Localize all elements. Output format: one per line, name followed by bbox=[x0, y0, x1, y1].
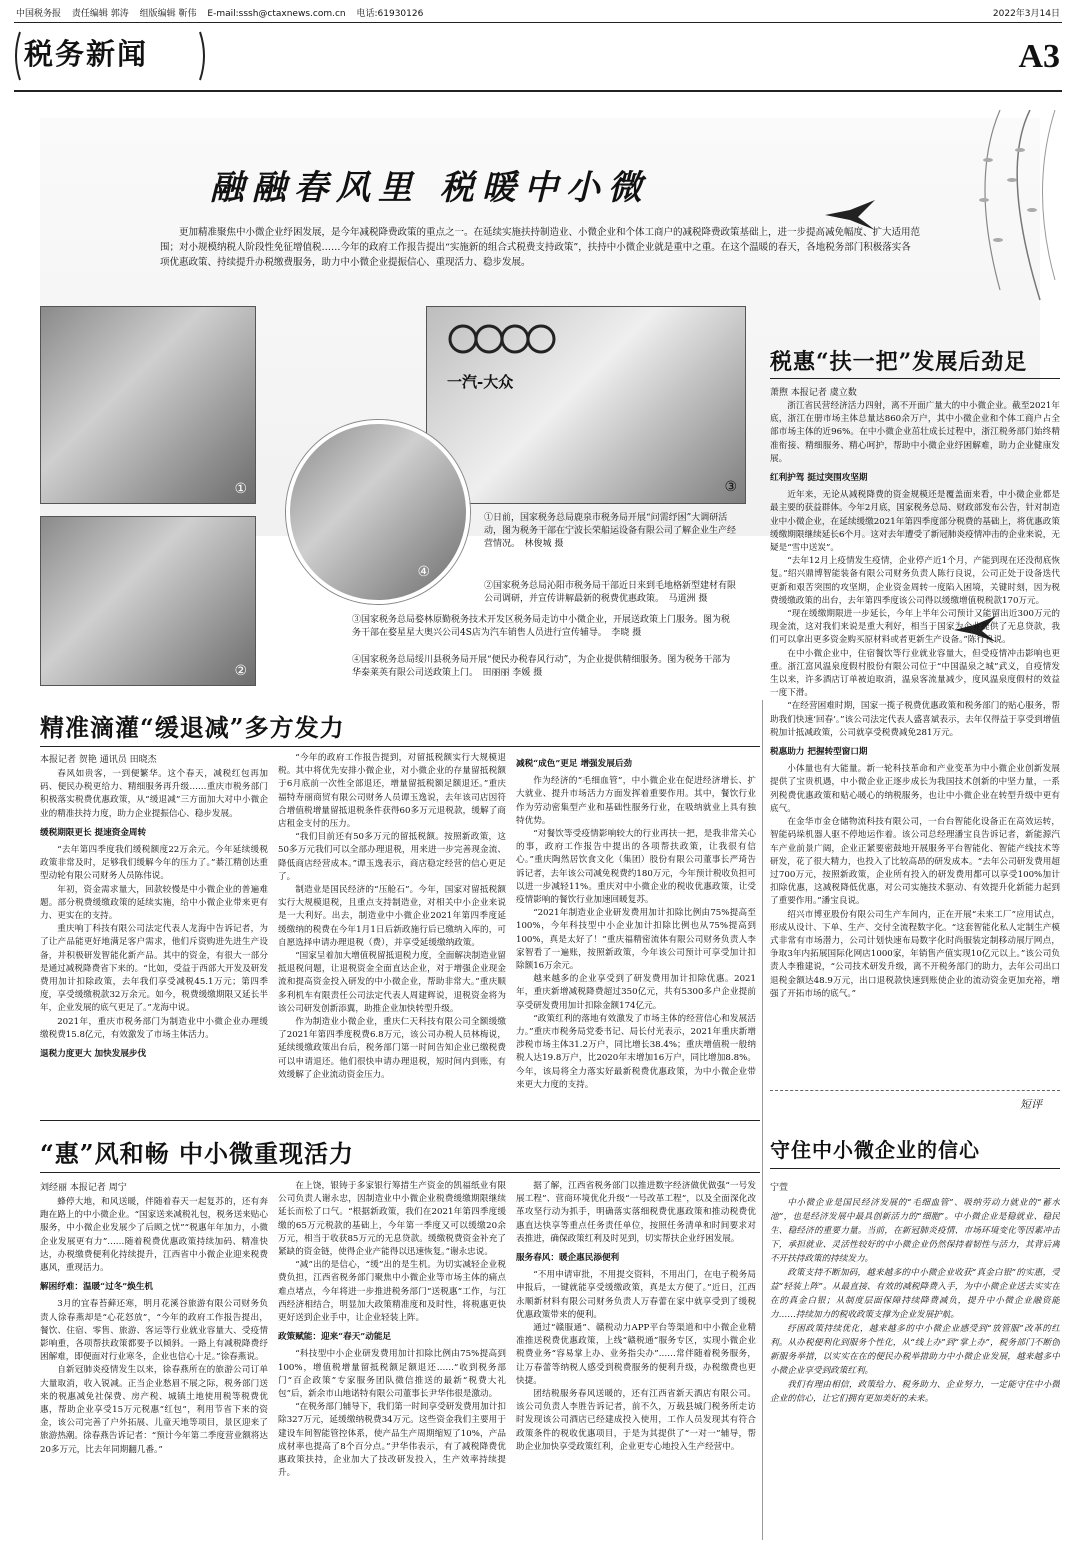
paragraph: 在中小微企业中，住宿餐饮等行业就业容量大，但受疫情冲击影响也更重。浙江富风温泉度假村股份有限公司位于“中国温泉之城”武义，自疫情发生以来，许多酒店订单被迫取消，温泉客流量减少，度风温泉度假村的效益一度下滑。 bbox=[770, 648, 1060, 699]
paragraph: 春风如贵客，一到便繁华。这个春天，减税红包再加码、便民办税更给力、精细服务再升级……重庆市税务部门积极落实税费优惠政策，从“缓退减”三方面加大对中小微企业的精准扶持力度，助力企业提振信心、稳步发展。 bbox=[40, 769, 268, 819]
paragraph: “对餐饮等受疫情影响较大的行业再扶一把，是我非常关心的事，政府工作报告中提出的各项帮扶政策，让我很有信心。”重庆陶然居饮食文化（集团）股份有限公司董事长严琦告诉记者，去年该公司减免税费约180万元，今年预计税收负担可以进一步减轻11%。重庆对中小微企业的税收优惠政策，让受疫情影响的餐饮行业加速回暖复苏。 bbox=[516, 829, 756, 906]
article2-rule bbox=[770, 378, 1060, 379]
feature-banner: 融融春风里 税暖中小微 bbox=[210, 168, 650, 208]
paragraph: 中小微企业是国民经济发展的“毛细血管”、吸纳劳动力就业的“蓄水池”，也是经济发展中最具创新活力的“细胞”。中小微企业是稳就业、稳民生、稳经济的重要力量。当前，在新冠肺炎疫情、市场环境变化等因素冲击下，承担就业、灵活性较好的中小微企业仍然保持着韧性与活力，其背后离不开扶持政策的持续发力。 bbox=[770, 1198, 1060, 1264]
subheading: 政策赋能：迎来“春天”动能足 bbox=[278, 1332, 392, 1343]
photo-caption-2: ②国家税务总局沁阳市税务局干部近日来到毛地格新型建材有限公司调研，并宣传讲解最新的税费优惠政策。 马道洲 摄 bbox=[484, 581, 737, 604]
paragraph: “去年第四季度我们缓税额度22万余元。今年延续缓税政策非常及时，足够我们缓解今年的压力了。”綦江精创达重型动轮有限公司财务人员陈伟说。 bbox=[40, 845, 268, 882]
paragraph: 我们有理由相信，政策给力、税务助力、企业努力，一定能守住中小微企业的信心，让它们拥有更加美好的未来。 bbox=[770, 1380, 1060, 1404]
phone-contact: 电话:61930126 bbox=[356, 9, 424, 19]
feature-lead: 更加精准聚焦中小微企业纾困发展，是今年减税降费政策的重点之一。在延续实施扶持制造业、小微企业和个体工商户的减税降费政策基础上，进一步提高减免幅度、扩大适用范围；对小规模纳税人阶段性免征增值税……今年的政府工作报告提出“实施新的组合式税费支持政策”，扶持中小微企业就是重中之重。在这个温暖的春天，各地税务部门积极落实各项优惠政策、持续提升办税缴费服务，助力中小微企业提振信心、重现活力、稳步发展。 bbox=[160, 227, 921, 268]
photo-4-label: ④ bbox=[417, 564, 430, 580]
page-number: A3 bbox=[1018, 38, 1060, 75]
article2-byline: 萧煦 本报记者 虞立数 bbox=[770, 388, 857, 398]
paragraph: 制造业是国民经济的“压舱石”。今年，国家对留抵税额实行大规模退税，且重点支持制造业，对相关中小企业来说是一大利好。出去，制造业中小微企业2021年第四季度延缓缴纳的税费在今年1月1日后新政施行后已缴纳入库的，可自愿选择申请办理退税（费），并享受延缓缴纳政策。 bbox=[278, 885, 506, 948]
photo-2-label: ② bbox=[234, 663, 247, 679]
article3-byline: 刘经丽 本报记者 周宁 bbox=[40, 1183, 127, 1193]
paragraph: 蜂停大地，和风送暖，伴随着春天一起复苏的，还有奔跑在路上的中小微企业。“国家送来减税礼包，税务送来贴心服务，中小微企业发展少了后顾之忧”“税惠年年加力，小微企业发展更有力”……随着税费优惠政策持续加码、精准快达，办税缴费便利化持续提升，江西省中小微企业迎来税费惠风，重现活力。 bbox=[40, 1197, 268, 1274]
photo-1 bbox=[40, 306, 256, 504]
commentary-divider bbox=[770, 1090, 1060, 1091]
paragraph: 团结税服务春风送暖的，还有江西省新天酒店有限公司。该公司负责人李胜告诉记者，前不久，万载县城门税务所走访时发现该公司酒店已经建成投入使用，工作人员发现其有符合政策条件的税收优惠项目，于是为其提供了“一对一”辅导，帮助企业加快享受政策红利，企业更专心地投入生产经营中。 bbox=[516, 1389, 756, 1452]
commentary-label: 短评 bbox=[1020, 1098, 1042, 1111]
article1-rule bbox=[40, 746, 760, 747]
photo-4 bbox=[286, 420, 470, 604]
subheading: 退税力度更大 加快发展步伐 bbox=[40, 1049, 147, 1060]
paragraph: 3月的宜春苔藓还寒，明月花溪谷旅游有限公司财务负责人徐春燕却是“心花怒放”，“今年的政府工作报告提出，餐饮、住宿、零售、旅游、客运等行业就业容量大、受疫情影响重，各项帮扶政策都要予以倾斜。一路上有减税降费纾困解难，即便面对行业寒冬，企业也信心十足。”徐春燕说。 bbox=[40, 1299, 268, 1363]
paragraph: 据了解，江西省税务部门以推进数字经济做优做强“一号发展工程”、营商环境优化升级“一号改革工程”，以及全面深化改革攻坚行动为抓手，明确落实落细税费优惠政策和推动税费优惠直达快享等重点任务责任单位，按照任务清单和时间要求对表推进，确保政策红利及时见到，切实帮扶企业纾困发展。 bbox=[516, 1181, 756, 1244]
paragraph: 通过“赣服通”、赣税动力APP平台等渠道和中小微企业精准推送税费优惠政策，上线“赣税通”服务专区，实现小微企业税费业务“容易掌上办、业务指尖办”……常伴随着税务服务，让万春蕾等纳税人感受到税费服务的便利升级，办税缴费也更快捷。 bbox=[516, 1323, 756, 1386]
commentary-headline: 守住中小微企业的信心 bbox=[770, 1138, 980, 1162]
editor-credit: 责任编辑 郭涛 bbox=[71, 9, 129, 19]
paragraph: 重庆响丁科技有限公司法定代表人龙海中告诉记者，为了让产品能更好地满足客户需求，他们斥资购进先进生产设备，并积极研发智能化新产品。其中的资金，有很大一部分是通过减税降费省下来的。“比如，受益于西部大开发及研发费用加计扣除政策，去年我们享受减税45.1万元；第四季度，享受缓缴税款32万余元。如今，税费缓缴期限又延长半年，企业发展的底气更足了。”龙海中说。 bbox=[40, 924, 268, 1014]
paragraph: 绍兴市博亚股份有限公司生产车间内，正在开展“未来工厂”应用试点，形成从设计、下单、生产、交付全流程数字化。“这套智能化私人定制生产模式非常有市场潜力，公司计划快速布局数字化时尚服装定制移动展厅网点，争取3年内拓展国际化网店1000家，年销售产值实现10亿元以上。”该公司负责人李雅建说，“公司技术研发升级，离不开税务部门的助力，去年公司出口退税金额达48.9万元，出口退税款快速到账使企业的流动资金更加充裕，增强了开拓市场的底气。” bbox=[770, 909, 1060, 999]
article1-column-1 bbox=[40, 768, 268, 1110]
willow-branch-icon bbox=[880, 110, 1060, 310]
photo-3-label: ③ bbox=[724, 479, 737, 495]
article2-body bbox=[770, 400, 1060, 1045]
paragraph: 年初，资金需求量大，回款较慢是中小微企业的普遍难题。部分税费缓缴政策的延续实施，给中小微企业带来更有力、更实在的支持。 bbox=[40, 884, 268, 922]
article3-column-2 bbox=[278, 1180, 506, 1540]
paragraph: 作为制造业小微企业，重庆仁天科技有限公司全额缓缴了2021年第四季度税费6.8万元，该公司办税人员林梅说，延续缓缴政策出台后，税务部门第一时间告知企业已缴税费可以申请退还。他们很快申请办理退税，短时间内到账，有效缓解了企业流动资金压力。 bbox=[278, 1017, 506, 1080]
paragraph: 小体量也有大能量。新一轮科技革命和产业变革为中小微企业创新发展提供了宝贵机遇，中小微企业正逐步成长为我国技术创新的中坚力量，一系列税费优惠政策和贴心暖心的纳税服务，也让中小微企业在转型升级中更有底气。 bbox=[770, 764, 1060, 814]
paragraph: 近年来，无论从减税降费的资金规模还是覆盖面来看，中小微企业都是最主要的获益群体。今年2月底，国家税务总局、财政部发布公告，针对制造业中小微企业，在延续缓缴2021年第四季度部分税费的基础上，将优惠政策缓缴期限继续延长6个月。这对去年遭受了新冠肺炎疫情冲击的企业来说，无疑是“雪中送炭”。 bbox=[770, 490, 1060, 554]
article3-headline: “惠”风和畅 中小微重现活力 bbox=[40, 1139, 354, 1168]
commentary-author: 宁萱 bbox=[770, 1183, 789, 1193]
commentary-rule bbox=[770, 1168, 1060, 1169]
paragraph: 在金华市金仓储物流科技有限公司，一台台智能化设备正在高效运转，智能码垛机器人驱不停地运作着。该公司总经理潘宝良告诉记者，新能源汽车产业前景广阔，企业正紧要密鼓地开展服务平台智能化、智能产线技术等研发，花了很大精力，也投入了比较高昂的研发成本。“去年公司研发费用超过700万元，按照新政策，企业所有投入的研发费用都可以享受100%加计扣除优惠，这减税降低优惠，对公司实施技术驱动、有效提升化新能力起到了重要作用。”潘宝良说。 bbox=[770, 817, 1060, 907]
paragraph: “2021年制造业企业研发费用加计扣除比例由75%提高至100%，今年科技型中小企业加计扣除比例也从75%提高到100%，真是太好了！”重庆福精密流体有限公司财务负责人李家智看了一遍账，按照新政策，今年该公司预计可享受加计扣除额16万余元。 bbox=[516, 908, 756, 972]
photo-3 bbox=[426, 306, 746, 504]
article1-byline: 本报记者 贺艳 通讯员 田晓杰 bbox=[40, 755, 157, 765]
article3-column-3 bbox=[516, 1180, 756, 1540]
paragraph: “科技型中小企业研发费用加计扣除比例由75%提高到100%，增值税增量留抵税额足额退还……”收到税务部门“百企政策”专家服务团队微信推送的最新“税费大礼包”后，新余市山地诺特有限公司董事长尹华伟很是激动。 bbox=[278, 1349, 506, 1400]
paragraph: “在经营困难时期，国家一揽子税费优惠政策和税务部门的贴心服务，帮助我们快速‘回春’。”该公司法定代表人盛喜斌表示，去年仅得益于享受到增值税加计抵减政策，公司就享受税费减免281万元。 bbox=[770, 701, 1060, 738]
subheading: 减税“成色”更足 增强发展后劲 bbox=[516, 759, 633, 769]
paragraph: “不用申请审批，不用提交资料，不用出门，在电子税务局申报后，一键就能享受缓缴政策，真是太方便了。”近日，江西永顺新材料有限公司财务负责人万春蕾在家中就享受到了缓税优惠政策带来的便利。 bbox=[516, 1270, 756, 1320]
paragraph: “今年的政府工作报告提到，对留抵税额实行大规模退税。其中将优先安排小微企业，对小微企业的存量留抵税额于6月底前一次性全部退还，增量留抵税额足额退还。”重庆福特寿丽商贸有限公司财务人员谭玉逸说，去年该司店因符合增值税增量留抵退税条件获得60多万元退税款，缓解了商店租金支付的压力。 bbox=[278, 753, 506, 830]
article3-rule bbox=[40, 1172, 760, 1173]
photo-caption-3: ③国家税务总局婺林原勤税务技术开发区税务局走访中小微企业，开展送政策上门服务。图为税务干部在婺星星大奥兴公司4S店为汽车销售人员进行宣传辅导。 李晓 摄 bbox=[352, 615, 731, 638]
photo-2 bbox=[40, 516, 256, 686]
paragraph: “去年12月上疫情发生疫情，企业停产近1个月，产能到现在还没彻底恢复。”绍兴鼎博智能装备有限公司财务负责人陈行良说，公司正处于设备迭代更新和艰苦突围的攻坚期，企业资金周转一度陷入困境，关键时刻，因为税费缓缴政策的出台，去年第四季度该公司得以缓缴增值税税款170万元。 bbox=[770, 556, 1060, 606]
commentary-body bbox=[770, 1196, 1060, 1540]
paper-name: 中国税务报 bbox=[16, 9, 62, 19]
subheading: 服务春风：暖企惠民添便利 bbox=[516, 1253, 620, 1264]
layout-editor-credit: 组版编辑 靳伟 bbox=[139, 9, 197, 19]
paragraph: “现在缓缴期限进一步延长，今年上半年公司预计又能留出近300万元的现金流，这对我们来说是重大利好，相当于国家为企业提供了无息贷款，我们可以拿出更多资金购买原材料或者更新生产设备。”陈行良说。 bbox=[770, 609, 1060, 646]
photo-caption-4: ④国家税务总局绥川县税务局开展“便民办税春风行动”，为企业提供精细服务。图为税务干部为华泰莱英有限公司送政策上门。 田丽丽 李媛 摄 bbox=[352, 655, 731, 678]
issue-date: 2022年3月14日 bbox=[992, 9, 1060, 19]
photo-caption-1: ①日前，国家税务总局鹿泉市税务局开展“问需纾困”大调研活动，图为税务干部在宁波长荣船运设备有限公司了解企业生产经营情况。 林俊城 摄 bbox=[484, 513, 737, 549]
photo-1-label: ① bbox=[234, 481, 247, 497]
paragraph: 政策支持不断加码，越来越多的中小微企业收获“真金白银”的实惠，受益“轻装上阵”。从最直接、有效的减税降费入手，为中小微企业送去实实在在的真金白银；从制度层面保障持续降费减负，提升中小微企业融资能力……持续加力的税收政策支撑为企业发展护航。 bbox=[770, 1268, 1060, 1320]
paragraph: “在税务部门辅导下，我们第一时间享受研发费用加计扣除327万元，延缓缴纳税费34万元。这些资金我们主要用于建设车间智能管控体系，使产品生产周期缩短了10%，产品成材率也提高了8个百分点。”尹华伟表示，有了减税降费优惠政策扶持，企业加大了技改研发投入，生产效率持续提升。 bbox=[278, 1402, 506, 1479]
paragraph: 作为经济的“毛细血管”，中小微企业在促进经济增长、扩大就业、提升市场活力方面发挥着重要作用。其中，餐饮行业作为劳动密集型产业和基础性服务行业，在吸纳就业上具有独特优势。 bbox=[516, 776, 756, 826]
masthead-left bbox=[16, 6, 1060, 19]
article1-column-2 bbox=[278, 752, 506, 1110]
paragraph: “减”出的是信心，“缓”出的是生机。为切实减轻企业税费负担，江西省税务部门聚焦中小微企业等市场主体的痛点难点堵点，今年将进一步推进税务部门“送税惠”工作，与江西经济相结合，明显加大政策精准度和及时性，将税惠更快更好送到企业手中，让企业轻装上阵。 bbox=[278, 1260, 506, 1324]
paragraph: 2021年，重庆市税务部门为制造业中小微企业办理缓缴税费15.8亿元，有效激发了市场主体活力。 bbox=[40, 1016, 268, 1040]
article2-headline: 税惠“扶一把”发展后劲足 bbox=[770, 349, 1028, 375]
section-rule bbox=[14, 90, 1062, 92]
email-contact: E-mail:sssh@ctaxnews.com.cn bbox=[207, 9, 346, 19]
article1-headline: 精准滴灌“缓退减”多方发力 bbox=[40, 713, 345, 742]
paragraph: 自新冠肺炎疫情发生以来，徐春燕所在的旅游公司订单大量取消，收入锐减。正当企业愁眉不展之际，税务部门送来的税惠减免社保费、房产税、城镇土地使用税等税费优惠，帮助企业享受15万元税惠“红包”，利用节省下来的资金，该公司完善了户外拓展、儿童天地等项目，景区迎来了旅游热潮。徐春燕告诉记者：“预计今年第二季度营业额将达20多万元，比去年同期翻几番。” bbox=[40, 1365, 268, 1455]
subheading: 解困纾难：温暖“过冬”焕生机 bbox=[40, 1282, 154, 1293]
top-rule bbox=[14, 22, 1062, 23]
subheading: 红利护驾 挺过突围攻坚期 bbox=[770, 473, 868, 484]
audi-rings-icon bbox=[445, 321, 565, 357]
subheading: 税惠助力 把握转型窗口期 bbox=[770, 747, 868, 758]
photo-3-sign: 一汽-大众 bbox=[447, 373, 514, 391]
article3-top-rule bbox=[40, 1120, 760, 1121]
paragraph: 纾困政策持续优化，越来越多的中小微企业感受到“放管服”改革的红利。从办税便利化到服务个性化，从“线上办”到“掌上办”，税务部门不断创新服务举措，以实实在在的便民办税举措助力中小微企业发展，越来越多中小微企业享受到政策红利。 bbox=[770, 1324, 1060, 1376]
article1-column-3 bbox=[516, 752, 756, 1110]
paragraph: 在上饶，银铸于多家银行筹措生产资金的凯福纸业有限公司负责人谢永忠，因制造业中小微企业税费缓缴期限继续延长而松了口气。“根据新政策，我们在2021年第四季度缓缴的65万元税款的基础上，今年第一季度又可以缓缴20余万元，相当于收获85万元的无息贷款。缓缴税费资金补充了紧缺的资金链，使得企业产能得以迅速恢复。”谢永忠说。 bbox=[278, 1181, 506, 1258]
paragraph: “我们目前还有50多万元的留抵税额。按照新政策，这50多万元我们可以全部办理退税，用来进一步完善现金流、降低商店经营成本。”谭玉逸表示，商店稳定经营的信心更足了。 bbox=[278, 832, 506, 882]
article3-column-1 bbox=[40, 1196, 268, 1540]
section-title: 税务新闻 bbox=[24, 37, 149, 71]
paragraph: 越来越多的企业享受到了研发费用加计扣除优惠。2021年，重庆新增减税降费超过350亿元，共有5300多户企业提前享受研发费用加计扣除金额174亿元。 bbox=[516, 974, 756, 1011]
subheading: 缓税期限更长 提速资金周转 bbox=[40, 827, 147, 838]
paragraph: 浙江省民营经济活力四射，离不开面广量大的中小微企业。截至2021年底，浙江在册市场主体总量达860余万户，其中小微企业和个体工商户占全部市场主体的近96%。在中小微企业茁壮成长过程中，浙江税务部门始终精准衔接、精细服务、精心呵护，帮助中小微企业纾困解难，助力企业健康发展。 bbox=[770, 401, 1060, 464]
masthead-bar bbox=[16, 6, 1060, 22]
column-divider bbox=[762, 700, 763, 1540]
paragraph: “国家呈着加大增值税留抵退税力度，全面解决制造业留抵退税问题，让退税资金全面直达企业，对于增强企业现金流和提高资金投入研发的中小微企业，帮助非常大。”重庆顺多利机车有限责任公司法定代表人周建辉说，退税资金将为该公司研发创新添翼，助推企业加快转型升级。 bbox=[278, 951, 506, 1014]
paragraph: “政策红利的落地有效激发了市场主体的经营信心和发展活力。”重庆市税务局党委书记、局长付光表示，2021年重庆新增涉税市场主体31.2万户，同比增长38.4%；重庆增值税一般纳税人达19.8万户，比2020年末增加16万户，同比增加8.8%。今年，该局将全力落实好最新税费优惠政策，为中小微企业带来更大力度的支持。 bbox=[516, 1013, 756, 1090]
